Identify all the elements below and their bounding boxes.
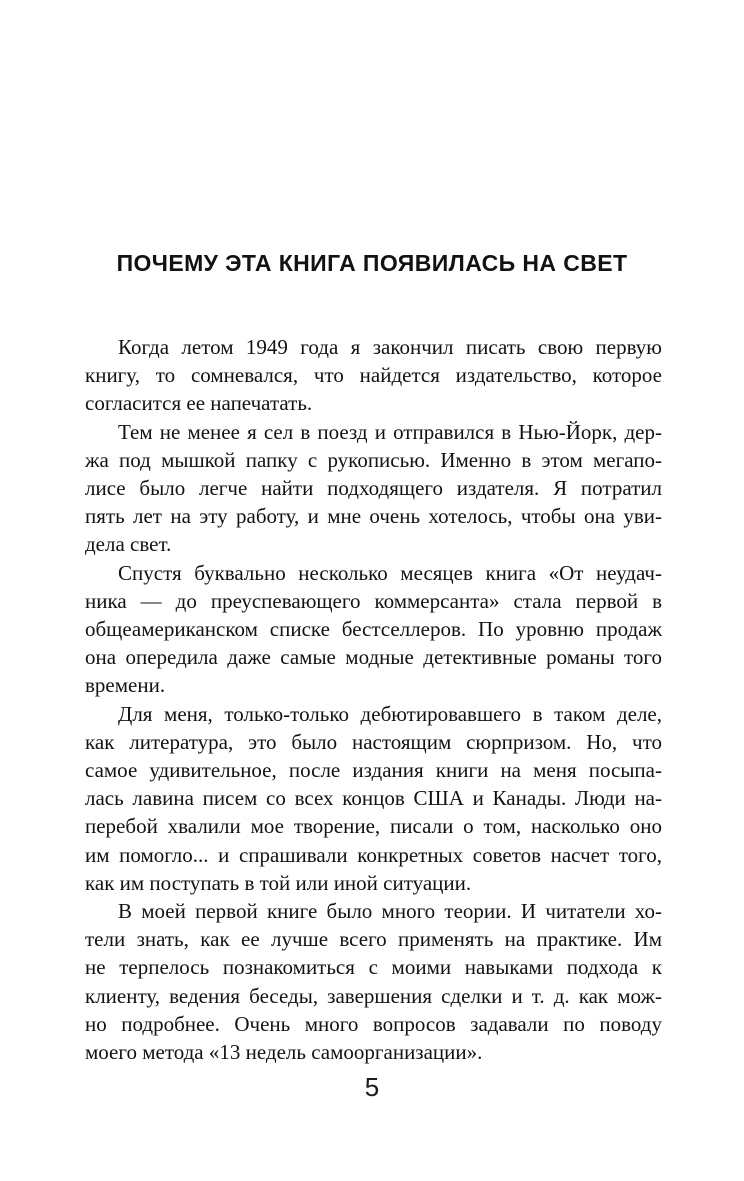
text-line: дела свет. — [85, 532, 172, 557]
text-line: жа под мышкой папку с рукописью. Именно в этом мегапо- — [85, 447, 662, 472]
text-line: лисе было легче найти подходящего издателя. Я потратил — [85, 476, 662, 501]
text-line: В моей первой книге было много теории. И читатели хо- — [118, 899, 662, 924]
paragraph — [85, 559, 662, 700]
text-line: как им поступать в той или иной ситуации. — [85, 870, 472, 895]
text-line: лась лавина писем со всех концов США и Канады. Люди на- — [85, 786, 662, 811]
text-line: Когда летом 1949 года я закончил писать свою первую — [118, 335, 662, 359]
text-line: книгу, то сомневался, что найдется издательство, которое — [85, 363, 662, 388]
chapter-title: ПОЧЕМУ ЭТА КНИГА ПОЯВИЛАСЬ НА СВЕТ — [116, 250, 628, 276]
text-line: не терпелось познакомиться с моими навыками подхода к — [85, 955, 662, 980]
text-line: Для меня, только-только дебютировавшего в таком деле, — [118, 701, 662, 726]
paragraph — [85, 418, 662, 559]
text-line: ника — до преуспевающего коммерсанта» стала первой в — [85, 588, 662, 613]
text-line: но подробнее. Очень много вопросов задавали по поводу — [85, 1011, 662, 1036]
text-line: пять лет на эту работу, и мне очень хотелось, чтобы она уви- — [85, 504, 662, 529]
text-line: как литература, это было настоящим сюрпризом. Но, что — [85, 729, 662, 754]
body-text — [85, 333, 662, 1066]
text-line: Тем не менее я сел в поезд и отправился в Нью-Йорк, дер- — [118, 419, 662, 444]
text-line: самое удивительное, после издания книги на меня посыпа- — [85, 758, 662, 783]
text-line: она опередила даже самые модные детективные романы того — [85, 645, 662, 670]
paragraph — [85, 700, 662, 897]
text-line: перебой хвалили мое творение, писали о том, насколько оно — [85, 814, 662, 839]
text-line: согласится ее напечатать. — [85, 391, 313, 416]
text-line: общеамериканском списке бестселлеров. По уровню продаж — [85, 617, 662, 642]
paragraph — [85, 897, 662, 1066]
text-line: им помогло... и спрашивали конкретных советов насчет того, — [85, 842, 662, 867]
text-line: клиенту, ведения беседы, завершения сделки и т. д. как мож- — [85, 983, 662, 1008]
paragraph — [85, 333, 662, 418]
page-number: 5 — [364, 1072, 380, 1102]
text-line: тели знать, как ее лучше всего применять на практике. Им — [85, 927, 662, 952]
text-line: времени. — [85, 673, 166, 698]
text-line: моего метода «13 недель самоорганизации». — [85, 1040, 483, 1065]
text-line: Спустя буквально несколько месяцев книга «От неудач- — [118, 560, 662, 585]
